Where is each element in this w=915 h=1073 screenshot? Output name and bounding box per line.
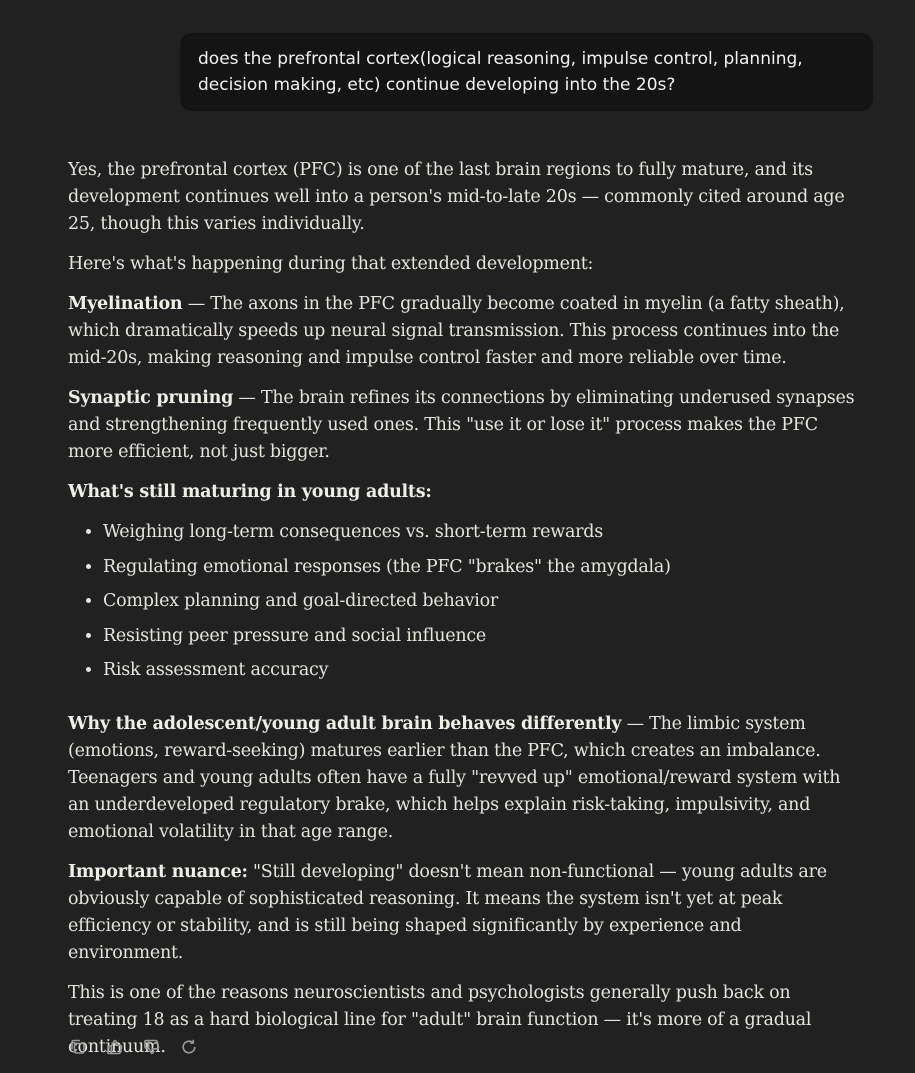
maturing-heading: What's still maturing in young adults:: [68, 482, 432, 502]
myelination-title: Myelination: [68, 294, 183, 314]
retry-button[interactable]: [177, 1038, 201, 1060]
list-item: • Complex planning and goal-directed behavior: [103, 588, 858, 615]
thumbs-down-button[interactable]: [140, 1038, 164, 1060]
list-item: • Regulating emotional responses (the PFC "brakes" the amygdala): [103, 554, 858, 581]
list-item: • Weighing long-term consequences vs. short-term rewards: [103, 519, 858, 546]
myelination-text: — The axons in the PFC gradually become coated in myelin (a fatty sheath), which dramatically speeds up neural signal transmission. This process continues into the mid-20s, making reasoning and impulse control faster and more reliable over time.: [68, 294, 845, 368]
list-item: • Risk assessment accuracy: [103, 657, 858, 684]
copy-button[interactable]: [66, 1038, 90, 1060]
thumbs-up-icon: [106, 1038, 124, 1061]
pruning-text: — The brain refines its connections by eliminating underused synapses and strengthening frequently used ones. This "use it or lose it" process makes the PFC more efficient, not just bigger.: [68, 388, 855, 462]
pruning-title: Synaptic pruning: [68, 388, 234, 408]
thumbs-up-button[interactable]: [103, 1038, 127, 1060]
pruning-paragraph: [68, 385, 858, 466]
why-paragraph: [68, 711, 858, 846]
thumbs-down-icon: [143, 1038, 161, 1061]
nuance-title: Important nuance:: [68, 862, 248, 882]
copy-icon: [69, 1038, 87, 1061]
nuance-paragraph: [68, 859, 858, 967]
myelination-paragraph: [68, 291, 858, 372]
message-actions: [66, 1038, 214, 1060]
user-message-bubble: [180, 33, 873, 111]
retry-icon: [180, 1038, 198, 1061]
maturing-list: [68, 519, 858, 684]
list-item: • Resisting peer pressure and social influence: [103, 623, 858, 650]
why-title: Why the adolescent/young adult brain behaves differently: [68, 714, 622, 734]
user-message-text: does the prefrontal cortex(logical reasoning, impulse control, planning, decision making, etc) continue developing into the 20s?: [198, 49, 803, 95]
assistant-response: [68, 157, 858, 1073]
why-text: — The limbic system (emotions, reward-seeking) matures earlier than the PFC, which creates an imbalance. Teenagers and young adults often have a fully "revved up" emotional/reward system with an underdeveloped regulatory brake, which helps explain risk-taking, impulsivity, and emotional volatility in that age range.: [68, 714, 841, 842]
response-intro: Yes, the prefrontal cortex (PFC) is one of the last brain regions to fully mature, and its development continues well into a person's mid-to-late 20s — commonly cited around age 25, though this varies individually.: [68, 160, 845, 234]
nuance-text: "Still developing" doesn't mean non-functional — young adults are obviously capable of sophisticated reasoning. It means the system isn't yet at peak efficiency or stability, and is still being shaped significantly by experience and environment.: [68, 862, 827, 963]
response-lead: Here's what's happening during that extended development:: [68, 254, 594, 274]
closing-paragraph: This is one of the reasons neuroscientists and psychologists generally push back on treating 18 as a hard biological line for "adult" brain function — it's more of a gradual continuum.: [68, 983, 812, 1057]
